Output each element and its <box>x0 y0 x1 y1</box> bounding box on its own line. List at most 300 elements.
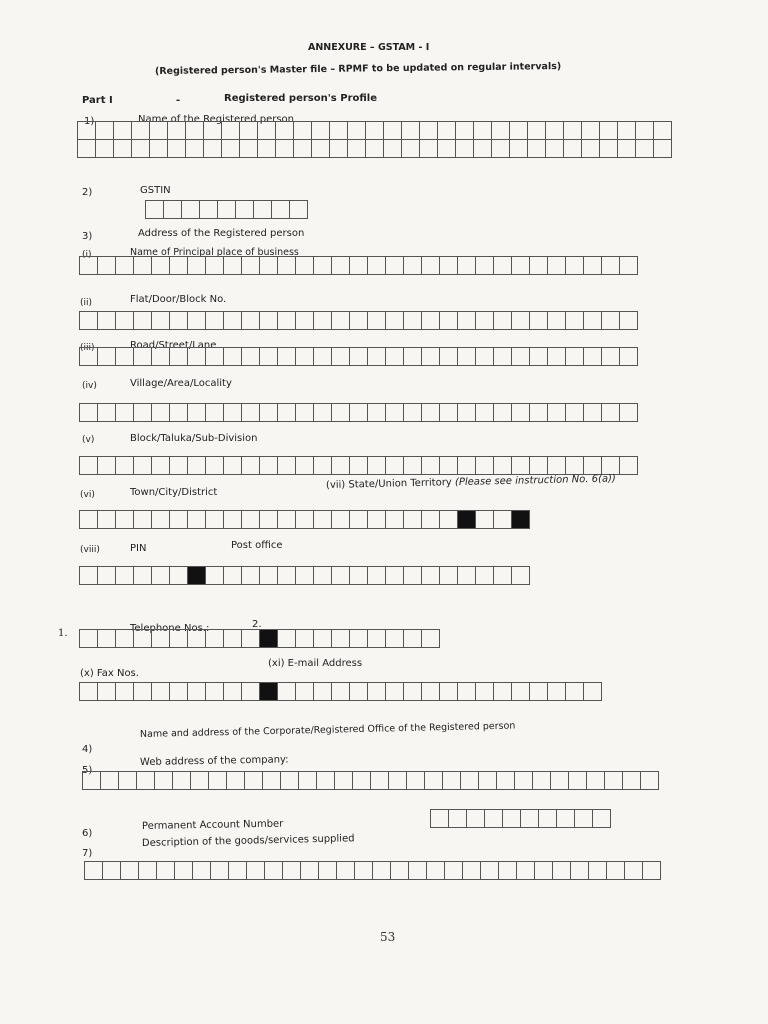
block-grid[interactable] <box>79 456 638 475</box>
character-box[interactable] <box>557 810 575 828</box>
character-box[interactable] <box>620 312 638 330</box>
character-box[interactable] <box>386 348 404 366</box>
character-box[interactable] <box>116 567 134 585</box>
character-box[interactable] <box>222 140 240 158</box>
character-box[interactable] <box>422 312 440 330</box>
character-box[interactable] <box>566 257 584 275</box>
character-box[interactable] <box>402 122 420 140</box>
character-box[interactable] <box>188 630 206 648</box>
character-box[interactable] <box>620 348 638 366</box>
character-box[interactable] <box>528 140 546 158</box>
character-box[interactable] <box>528 122 546 140</box>
character-box[interactable] <box>193 862 211 880</box>
character-box[interactable] <box>422 404 440 422</box>
character-box[interactable] <box>474 122 492 140</box>
character-box[interactable] <box>456 140 474 158</box>
character-box[interactable] <box>278 630 296 648</box>
character-box[interactable] <box>332 404 350 422</box>
character-box[interactable] <box>80 630 98 648</box>
character-box[interactable] <box>368 567 386 585</box>
character-box[interactable] <box>368 511 386 529</box>
character-box[interactable] <box>209 772 227 790</box>
character-box[interactable] <box>510 140 528 158</box>
character-box[interactable] <box>571 862 589 880</box>
character-box[interactable] <box>319 862 337 880</box>
character-box[interactable] <box>620 404 638 422</box>
character-box[interactable] <box>98 457 116 475</box>
character-box[interactable] <box>458 683 476 701</box>
character-box[interactable] <box>276 140 294 158</box>
character-box[interactable] <box>224 348 242 366</box>
character-box[interactable] <box>548 404 566 422</box>
character-box[interactable] <box>492 122 510 140</box>
character-box[interactable] <box>427 862 445 880</box>
character-box[interactable] <box>242 567 260 585</box>
character-box[interactable] <box>116 257 134 275</box>
character-box[interactable] <box>116 683 134 701</box>
character-box[interactable] <box>222 122 240 140</box>
character-box[interactable] <box>494 567 512 585</box>
character-box[interactable] <box>404 312 422 330</box>
character-box[interactable] <box>103 862 121 880</box>
character-box[interactable] <box>200 201 218 219</box>
character-box[interactable] <box>283 862 301 880</box>
character-box[interactable] <box>85 862 103 880</box>
character-box[interactable] <box>80 457 98 475</box>
character-box[interactable] <box>80 257 98 275</box>
character-box[interactable] <box>132 122 150 140</box>
principal-place-grid[interactable] <box>79 256 638 275</box>
character-box[interactable] <box>620 457 638 475</box>
character-box[interactable] <box>373 862 391 880</box>
character-box[interactable] <box>458 257 476 275</box>
character-box[interactable] <box>404 348 422 366</box>
character-box[interactable] <box>290 201 308 219</box>
character-box[interactable] <box>299 772 317 790</box>
character-box[interactable] <box>420 122 438 140</box>
character-box[interactable] <box>188 683 206 701</box>
character-box[interactable] <box>438 122 456 140</box>
character-box[interactable] <box>422 511 440 529</box>
character-box[interactable] <box>548 348 566 366</box>
character-box[interactable] <box>206 511 224 529</box>
character-box[interactable] <box>350 404 368 422</box>
character-box[interactable] <box>206 404 224 422</box>
character-box[interactable] <box>497 772 515 790</box>
character-box[interactable] <box>355 862 373 880</box>
character-box[interactable] <box>206 348 224 366</box>
character-box[interactable] <box>98 312 116 330</box>
pin-post-office-grid[interactable] <box>79 566 530 585</box>
character-box[interactable] <box>186 122 204 140</box>
character-box[interactable] <box>296 457 314 475</box>
character-box[interactable] <box>618 122 636 140</box>
character-box[interactable] <box>278 348 296 366</box>
character-box[interactable] <box>368 312 386 330</box>
character-box[interactable] <box>314 257 332 275</box>
character-box[interactable] <box>150 140 168 158</box>
character-box[interactable] <box>566 404 584 422</box>
character-box[interactable] <box>521 810 539 828</box>
character-box[interactable] <box>260 567 278 585</box>
character-box[interactable] <box>503 810 521 828</box>
character-box[interactable] <box>188 457 206 475</box>
character-box[interactable] <box>476 683 494 701</box>
character-box[interactable] <box>348 122 366 140</box>
character-box[interactable] <box>170 348 188 366</box>
character-box[interactable] <box>188 348 206 366</box>
character-box[interactable] <box>206 312 224 330</box>
character-box[interactable] <box>566 683 584 701</box>
character-box[interactable] <box>440 257 458 275</box>
character-box[interactable] <box>80 683 98 701</box>
character-box[interactable] <box>332 567 350 585</box>
character-box[interactable] <box>553 862 571 880</box>
character-box[interactable] <box>440 683 458 701</box>
character-box[interactable] <box>116 511 134 529</box>
character-box[interactable] <box>227 772 245 790</box>
character-box[interactable] <box>152 348 170 366</box>
character-box[interactable] <box>404 404 422 422</box>
character-box[interactable] <box>494 312 512 330</box>
character-box[interactable] <box>332 457 350 475</box>
character-box[interactable] <box>314 457 332 475</box>
character-box[interactable] <box>422 348 440 366</box>
character-box[interactable] <box>83 772 101 790</box>
character-box[interactable] <box>458 567 476 585</box>
character-box[interactable] <box>204 122 222 140</box>
character-box[interactable] <box>510 122 528 140</box>
character-box[interactable] <box>440 511 458 529</box>
character-box[interactable] <box>512 404 530 422</box>
character-box[interactable] <box>168 122 186 140</box>
character-box[interactable] <box>294 122 312 140</box>
character-box[interactable] <box>134 348 152 366</box>
name-grid[interactable] <box>77 121 672 158</box>
character-box[interactable] <box>548 457 566 475</box>
character-box[interactable] <box>170 567 188 585</box>
character-box[interactable] <box>350 457 368 475</box>
character-box[interactable] <box>420 140 438 158</box>
character-box[interactable] <box>485 810 503 828</box>
character-box[interactable] <box>548 312 566 330</box>
character-box[interactable] <box>101 772 119 790</box>
character-box[interactable] <box>449 810 467 828</box>
character-box[interactable] <box>152 312 170 330</box>
character-box[interactable] <box>242 630 260 648</box>
character-box[interactable] <box>467 810 485 828</box>
character-box[interactable] <box>278 457 296 475</box>
character-box[interactable] <box>312 140 330 158</box>
character-box[interactable] <box>386 457 404 475</box>
character-box[interactable] <box>242 312 260 330</box>
character-box[interactable] <box>368 404 386 422</box>
character-box[interactable] <box>440 404 458 422</box>
web-address-grid[interactable] <box>82 771 659 790</box>
character-box[interactable] <box>173 772 191 790</box>
character-box[interactable] <box>175 862 193 880</box>
character-box[interactable] <box>384 122 402 140</box>
character-box[interactable] <box>296 683 314 701</box>
character-box[interactable] <box>456 122 474 140</box>
character-box[interactable] <box>206 683 224 701</box>
character-box[interactable] <box>114 140 132 158</box>
character-box[interactable] <box>404 457 422 475</box>
character-box[interactable] <box>317 772 335 790</box>
character-box[interactable] <box>296 312 314 330</box>
character-box[interactable] <box>224 630 242 648</box>
character-box[interactable] <box>546 140 564 158</box>
character-box[interactable] <box>278 404 296 422</box>
character-box[interactable] <box>600 140 618 158</box>
character-box[interactable] <box>476 348 494 366</box>
character-box[interactable] <box>350 630 368 648</box>
character-box[interactable] <box>539 810 557 828</box>
character-box[interactable] <box>296 404 314 422</box>
character-box[interactable] <box>116 630 134 648</box>
character-box[interactable] <box>152 511 170 529</box>
character-box[interactable] <box>206 567 224 585</box>
character-box[interactable] <box>515 772 533 790</box>
town-state-grid[interactable] <box>79 510 530 529</box>
character-box[interactable] <box>155 772 173 790</box>
character-box[interactable] <box>278 511 296 529</box>
character-box[interactable] <box>332 683 350 701</box>
character-box[interactable] <box>409 862 427 880</box>
character-box[interactable] <box>440 348 458 366</box>
character-box[interactable] <box>564 140 582 158</box>
character-box[interactable] <box>512 683 530 701</box>
character-box[interactable] <box>137 772 155 790</box>
character-box[interactable] <box>134 312 152 330</box>
character-box[interactable] <box>548 683 566 701</box>
character-box[interactable] <box>512 567 530 585</box>
character-box[interactable] <box>240 122 258 140</box>
character-box[interactable] <box>636 140 654 158</box>
character-box[interactable] <box>254 201 272 219</box>
character-box[interactable] <box>170 630 188 648</box>
character-box[interactable] <box>476 404 494 422</box>
character-box[interactable] <box>224 312 242 330</box>
character-box[interactable] <box>134 630 152 648</box>
character-box[interactable] <box>575 810 593 828</box>
character-box[interactable] <box>404 630 422 648</box>
character-box[interactable] <box>242 511 260 529</box>
character-box[interactable] <box>224 567 242 585</box>
character-box[interactable] <box>407 772 425 790</box>
character-box[interactable] <box>191 772 209 790</box>
character-box[interactable] <box>330 140 348 158</box>
character-box[interactable] <box>258 140 276 158</box>
character-box[interactable] <box>98 511 116 529</box>
character-box[interactable] <box>546 122 564 140</box>
character-box[interactable] <box>224 257 242 275</box>
character-box[interactable] <box>625 862 643 880</box>
character-box[interactable] <box>566 457 584 475</box>
road-grid[interactable] <box>79 347 638 366</box>
character-box[interactable] <box>350 683 368 701</box>
character-box[interactable] <box>479 772 497 790</box>
character-box[interactable] <box>458 348 476 366</box>
character-box[interactable] <box>584 457 602 475</box>
character-box[interactable] <box>353 772 371 790</box>
character-box[interactable] <box>116 348 134 366</box>
character-box[interactable] <box>245 772 263 790</box>
character-box[interactable] <box>211 862 229 880</box>
character-box[interactable] <box>242 348 260 366</box>
character-box[interactable] <box>278 312 296 330</box>
character-box[interactable] <box>296 257 314 275</box>
character-box[interactable] <box>170 404 188 422</box>
character-box[interactable] <box>494 348 512 366</box>
character-box[interactable] <box>584 683 602 701</box>
character-box[interactable] <box>587 772 605 790</box>
character-box[interactable] <box>530 348 548 366</box>
character-box[interactable] <box>623 772 641 790</box>
character-box[interactable] <box>386 683 404 701</box>
character-box[interactable] <box>296 630 314 648</box>
character-box[interactable] <box>278 567 296 585</box>
character-box[interactable] <box>164 201 182 219</box>
character-box[interactable] <box>564 122 582 140</box>
character-box[interactable] <box>371 772 389 790</box>
character-box[interactable] <box>476 312 494 330</box>
character-box[interactable] <box>602 312 620 330</box>
character-box[interactable] <box>348 140 366 158</box>
character-box[interactable] <box>386 567 404 585</box>
character-box[interactable] <box>589 862 607 880</box>
character-box[interactable] <box>294 140 312 158</box>
character-box[interactable] <box>368 257 386 275</box>
character-box[interactable] <box>620 257 638 275</box>
pan-grid[interactable] <box>430 809 611 828</box>
character-box[interactable] <box>350 511 368 529</box>
character-box[interactable] <box>236 201 254 219</box>
character-box[interactable] <box>224 404 242 422</box>
character-box[interactable] <box>494 683 512 701</box>
character-box[interactable] <box>386 630 404 648</box>
character-box[interactable] <box>350 312 368 330</box>
character-box[interactable] <box>96 140 114 158</box>
character-box[interactable] <box>422 683 440 701</box>
character-box[interactable] <box>530 257 548 275</box>
character-box[interactable] <box>494 404 512 422</box>
character-box[interactable] <box>121 862 139 880</box>
character-box[interactable] <box>188 511 206 529</box>
character-box[interactable] <box>80 511 98 529</box>
character-box[interactable] <box>139 862 157 880</box>
character-box[interactable] <box>188 312 206 330</box>
character-box[interactable] <box>168 140 186 158</box>
character-box[interactable] <box>636 122 654 140</box>
character-box[interactable] <box>499 862 517 880</box>
character-box[interactable] <box>512 312 530 330</box>
character-box[interactable] <box>530 457 548 475</box>
character-box[interactable] <box>150 122 168 140</box>
character-box[interactable] <box>350 257 368 275</box>
character-box[interactable] <box>134 567 152 585</box>
character-box[interactable] <box>206 630 224 648</box>
character-box[interactable] <box>443 772 461 790</box>
character-box[interactable] <box>98 348 116 366</box>
character-box[interactable] <box>386 257 404 275</box>
character-box[interactable] <box>170 457 188 475</box>
character-box[interactable] <box>152 630 170 648</box>
character-box[interactable] <box>463 862 481 880</box>
character-box[interactable] <box>535 862 553 880</box>
character-box[interactable] <box>332 511 350 529</box>
character-box[interactable] <box>607 862 625 880</box>
character-box[interactable] <box>440 312 458 330</box>
character-box[interactable] <box>402 140 420 158</box>
character-box[interactable] <box>272 201 290 219</box>
character-box[interactable] <box>80 348 98 366</box>
character-box[interactable] <box>530 404 548 422</box>
character-box[interactable] <box>330 122 348 140</box>
character-box[interactable] <box>114 122 132 140</box>
character-box[interactable] <box>440 457 458 475</box>
character-box[interactable] <box>654 122 672 140</box>
character-box[interactable] <box>182 201 200 219</box>
character-box[interactable] <box>296 567 314 585</box>
character-box[interactable] <box>332 348 350 366</box>
character-box[interactable] <box>260 457 278 475</box>
character-box[interactable] <box>206 457 224 475</box>
character-box[interactable] <box>530 683 548 701</box>
character-box[interactable] <box>366 140 384 158</box>
character-box[interactable] <box>312 122 330 140</box>
character-box[interactable] <box>386 511 404 529</box>
character-box[interactable] <box>368 348 386 366</box>
character-box[interactable] <box>170 312 188 330</box>
character-box[interactable] <box>281 772 299 790</box>
character-box[interactable] <box>314 683 332 701</box>
character-box[interactable] <box>314 630 332 648</box>
character-box[interactable] <box>242 404 260 422</box>
character-box[interactable] <box>242 457 260 475</box>
character-box[interactable] <box>494 511 512 529</box>
character-box[interactable] <box>582 122 600 140</box>
character-box[interactable] <box>476 511 494 529</box>
character-box[interactable] <box>566 312 584 330</box>
character-box[interactable] <box>404 567 422 585</box>
character-box[interactable] <box>260 312 278 330</box>
character-box[interactable] <box>314 511 332 529</box>
character-box[interactable] <box>605 772 623 790</box>
character-box[interactable] <box>332 312 350 330</box>
character-box[interactable] <box>618 140 636 158</box>
character-box[interactable] <box>458 457 476 475</box>
character-box[interactable] <box>242 257 260 275</box>
character-box[interactable] <box>247 862 265 880</box>
character-box[interactable] <box>533 772 551 790</box>
character-box[interactable] <box>584 348 602 366</box>
village-grid[interactable] <box>79 403 638 422</box>
character-box[interactable] <box>332 257 350 275</box>
character-box[interactable] <box>350 348 368 366</box>
character-box[interactable] <box>134 511 152 529</box>
character-box[interactable] <box>240 140 258 158</box>
character-box[interactable] <box>384 140 402 158</box>
fax-email-grid[interactable] <box>79 682 602 701</box>
character-box[interactable] <box>422 567 440 585</box>
character-box[interactable] <box>548 257 566 275</box>
character-box[interactable] <box>584 404 602 422</box>
character-box[interactable] <box>569 772 587 790</box>
gstin-grid[interactable] <box>145 200 308 219</box>
character-box[interactable] <box>431 810 449 828</box>
character-box[interactable] <box>422 457 440 475</box>
